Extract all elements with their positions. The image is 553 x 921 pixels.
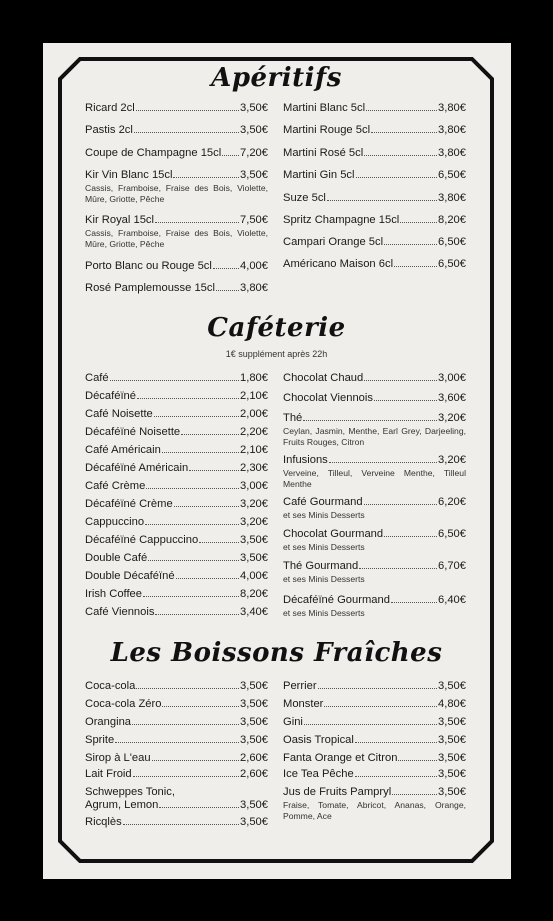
item-name: Thé Gourmand — [283, 560, 359, 572]
item-price: 3,20€ — [438, 412, 466, 424]
menu-item — [283, 752, 466, 765]
item-price: 3,50€ — [240, 799, 268, 811]
item-row — [283, 124, 466, 137]
item-name: Coca-cola Zéro — [85, 698, 162, 710]
item-row — [283, 786, 466, 799]
item-row — [85, 372, 268, 385]
menu-item — [85, 680, 268, 693]
item-price: 3,00€ — [438, 372, 466, 384]
item-price: 6,50€ — [438, 236, 466, 248]
menu-item — [283, 392, 466, 405]
menu-item — [85, 260, 268, 273]
menu-item — [85, 734, 268, 747]
item-name: Double Café — [85, 552, 148, 564]
item-name: Martini Rosé 5cl — [283, 147, 364, 159]
dot-leader — [304, 724, 437, 725]
item-price: 3,50€ — [240, 680, 268, 692]
item-row — [283, 768, 466, 781]
item-name: Décaféïné Noisette — [85, 426, 181, 438]
item-name: Café Noisette — [85, 408, 153, 420]
item-price: 3,80€ — [438, 124, 466, 136]
dot-leader — [359, 568, 437, 569]
dot-leader — [137, 398, 239, 399]
item-name: Suze 5cl — [283, 192, 326, 204]
dot-leader — [123, 824, 239, 825]
menu-item — [85, 570, 268, 583]
item-name: Monster — [283, 698, 324, 710]
item-row — [85, 462, 268, 475]
item-row — [85, 606, 268, 619]
item-name: Martini Rouge 5cl — [283, 124, 371, 136]
item-price: 3,50€ — [240, 552, 268, 564]
menu-item — [85, 716, 268, 729]
section-title-cafeterie: Caféterie — [207, 313, 346, 343]
item-row — [85, 534, 268, 547]
item-name: Décaféïné Américain — [85, 462, 189, 474]
item-row — [85, 752, 268, 765]
item-price: 4,00€ — [240, 570, 268, 582]
item-price: 3,20€ — [438, 454, 466, 466]
dot-leader — [134, 132, 239, 133]
item-price: 3,50€ — [240, 698, 268, 710]
dot-leader — [371, 132, 437, 133]
menu-item — [283, 786, 466, 822]
item-name: Café — [85, 372, 109, 384]
item-name: Coupe de Champagne 15cl — [85, 147, 222, 159]
item-row — [85, 260, 268, 273]
dot-leader — [174, 506, 239, 507]
item-name: Thé — [283, 412, 303, 424]
item-row — [283, 734, 466, 747]
dot-leader — [329, 462, 437, 463]
item-name: Lait Froid — [85, 768, 132, 780]
item-row — [283, 169, 466, 182]
item-description: et ses Minis Desserts — [283, 574, 365, 584]
section-note-cafeterie: 1€ supplément après 22h — [225, 349, 328, 359]
item-name: Campari Orange 5cl — [283, 236, 384, 248]
item-price: 3,50€ — [438, 680, 466, 692]
menu-item — [85, 372, 268, 385]
menu-item — [283, 768, 466, 781]
dot-leader — [213, 268, 239, 269]
item-price: 3,40€ — [240, 606, 268, 618]
menu-item — [85, 390, 268, 403]
item-name: Spritz Champagne 15cl — [283, 214, 400, 226]
item-price: 6,50€ — [438, 169, 466, 181]
menu-item — [85, 102, 268, 115]
item-row — [283, 698, 466, 711]
dot-leader — [324, 706, 437, 707]
item-row — [283, 372, 466, 385]
item-row — [85, 552, 268, 565]
item-row — [283, 147, 466, 160]
menu-item — [85, 124, 268, 137]
menu-item — [85, 516, 268, 529]
item-row — [85, 390, 268, 403]
dot-leader — [152, 760, 239, 761]
item-description: Verveine, Tilleul, Verveine Menthe, Tilleul Menthe — [283, 468, 466, 489]
item-price: 3,50€ — [240, 124, 268, 136]
item-name: Américano Maison 6cl — [283, 258, 394, 270]
item-price: 1,80€ — [240, 372, 268, 384]
item-price: 2,20€ — [240, 426, 268, 438]
item-price: 2,60€ — [240, 768, 268, 780]
dot-leader — [143, 596, 239, 597]
item-price: 3,50€ — [240, 534, 268, 546]
item-name: Kir Royal 15cl — [85, 214, 155, 226]
item-price: 3,80€ — [240, 282, 268, 294]
item-price: 2,30€ — [240, 462, 268, 474]
item-price: 3,20€ — [240, 516, 268, 528]
menu-item — [283, 102, 466, 115]
menu-item — [283, 192, 466, 205]
item-price: 3,50€ — [438, 768, 466, 780]
item-row — [85, 716, 268, 729]
item-name: Rosé Pamplemousse 15cl — [85, 282, 215, 294]
item-price: 6,40€ — [438, 594, 466, 606]
item-row — [85, 408, 268, 421]
dot-leader — [366, 110, 437, 111]
item-row — [283, 496, 466, 509]
menu-item — [85, 752, 268, 765]
item-price: 3,50€ — [438, 786, 466, 798]
item-price: 3,50€ — [240, 734, 268, 746]
item-description: et ses Minis Desserts — [283, 608, 365, 618]
item-row — [85, 124, 268, 137]
dot-leader — [384, 244, 437, 245]
item-name-line2: Agrum, Lemon — [85, 799, 159, 811]
item-name: Ricqlès — [85, 816, 122, 828]
item-price: 3,50€ — [240, 716, 268, 728]
item-price: 2,60€ — [240, 752, 268, 764]
item-price: 7,50€ — [240, 214, 268, 226]
dot-leader — [303, 420, 437, 421]
dot-leader — [136, 688, 239, 689]
menu-item — [283, 594, 466, 619]
dot-leader — [173, 177, 239, 178]
item-price: 3,80€ — [438, 192, 466, 204]
menu-item — [283, 454, 466, 490]
menu-item — [85, 444, 268, 457]
menu-item — [283, 214, 466, 227]
item-name: Sprite — [85, 734, 115, 746]
item-name: Pastis 2cl — [85, 124, 133, 136]
dot-leader — [132, 724, 239, 725]
item-name: Chocolat Chaud — [283, 372, 364, 384]
dot-leader — [159, 807, 239, 808]
item-name: Orangina — [85, 716, 132, 728]
menu-item — [85, 480, 268, 493]
dot-leader — [155, 614, 239, 615]
item-price: 4,80€ — [438, 698, 466, 710]
item-name: Ricard 2cl — [85, 102, 135, 114]
menu-item — [85, 534, 268, 547]
dot-leader — [394, 266, 437, 267]
item-name: Martini Gin 5cl — [283, 169, 355, 181]
item-price: 2,10€ — [240, 390, 268, 402]
item-name: Oasis Tropical — [283, 734, 354, 746]
dot-leader — [155, 222, 239, 223]
item-row — [283, 594, 466, 607]
menu-item — [85, 214, 268, 250]
section-title-aperitifs: Apéritifs — [211, 63, 342, 93]
dot-leader — [154, 416, 239, 417]
menu-item — [283, 147, 466, 160]
item-name: Jus de Fruits Pampryl — [283, 786, 392, 798]
item-row — [85, 516, 268, 529]
item-row — [283, 560, 466, 573]
item-name: Infusions — [283, 454, 328, 466]
item-row — [85, 698, 268, 711]
item-row — [283, 192, 466, 205]
item-row — [283, 236, 466, 249]
menu-item — [283, 372, 466, 385]
menu-item — [283, 560, 466, 585]
item-price: 3,60€ — [438, 392, 466, 404]
item-name: Café Viennois — [85, 606, 155, 618]
menu-item — [283, 258, 466, 271]
dot-leader — [162, 452, 239, 453]
dot-leader — [400, 222, 437, 223]
item-price: 8,20€ — [438, 214, 466, 226]
dot-leader — [364, 380, 437, 381]
item-row — [283, 214, 466, 227]
item-name: Martini Blanc 5cl — [283, 102, 366, 114]
dot-leader — [398, 760, 437, 761]
item-price: 7,20€ — [240, 147, 268, 159]
item-row — [85, 734, 268, 747]
dot-leader — [327, 200, 437, 201]
item-name: Cappuccino — [85, 516, 145, 528]
item-row — [283, 454, 466, 467]
item-price: 3,50€ — [438, 752, 466, 764]
item-name: Décaféïné Gourmand — [283, 594, 390, 606]
item-name: Chocolat Viennois — [283, 392, 373, 404]
dot-leader — [356, 177, 438, 178]
menu-item — [283, 412, 466, 448]
dot-leader — [216, 290, 239, 291]
menu-item — [85, 588, 268, 601]
item-price: 6,50€ — [438, 528, 466, 540]
menu-item — [283, 734, 466, 747]
dot-leader — [133, 776, 239, 777]
item-price: 3,50€ — [438, 716, 466, 728]
section-title-boissons: Les Boissons Fraîches — [110, 638, 443, 668]
dot-leader — [384, 536, 437, 537]
item-name: Double Décaféïné — [85, 570, 175, 582]
menu-item — [85, 426, 268, 439]
item-row — [85, 214, 268, 227]
item-name: Fanta Orange et Citron — [283, 752, 398, 764]
item-price: 2,00€ — [240, 408, 268, 420]
menu-item — [283, 716, 466, 729]
dot-leader — [145, 524, 239, 525]
dot-leader — [392, 794, 437, 795]
item-name: Chocolat Gourmand — [283, 528, 384, 540]
dot-leader — [355, 742, 437, 743]
item-row — [283, 258, 466, 271]
menu-item — [85, 169, 268, 205]
item-name: Perrier — [283, 680, 317, 692]
dot-leader — [364, 155, 437, 156]
item-row — [85, 444, 268, 457]
dot-leader — [199, 542, 239, 543]
item-row — [85, 768, 268, 781]
item-description: Cassis, Framboise, Fraise des Bois, Violette, Mûre, Griotte, Pêche — [85, 183, 268, 204]
item-row — [85, 480, 268, 493]
item-description: Fraise, Tomate, Abricot, Ananas, Orange, Pomme, Ace — [283, 800, 466, 821]
dot-leader — [355, 776, 437, 777]
item-price: 3,50€ — [438, 734, 466, 746]
item-row — [283, 680, 466, 693]
item-name: Schweppes Tonic, — [85, 786, 175, 798]
menu-item — [85, 816, 268, 829]
item-row — [283, 392, 466, 405]
dot-leader — [189, 470, 239, 471]
menu-item — [85, 147, 268, 160]
item-row — [85, 570, 268, 583]
menu-item — [283, 528, 466, 553]
menu-item — [85, 768, 268, 781]
item-price: 4,00€ — [240, 260, 268, 272]
item-row — [85, 816, 268, 829]
menu-item — [283, 698, 466, 711]
item-description: Ceylan, Jasmin, Menthe, Earl Grey, Darjeeling, Fruits Rouges, Citron — [283, 426, 466, 447]
menu-item — [85, 552, 268, 565]
item-name: Porto Blanc ou Rouge 5cl — [85, 260, 212, 272]
item-price: 3,50€ — [240, 102, 268, 114]
item-row — [85, 498, 268, 511]
item-row — [283, 752, 466, 765]
menu-item — [85, 606, 268, 619]
item-price: 3,50€ — [240, 169, 268, 181]
item-price: 6,70€ — [438, 560, 466, 572]
dot-leader — [374, 400, 437, 401]
dot-leader — [222, 155, 239, 156]
item-name: Irish Coffee — [85, 588, 143, 600]
dot-leader — [364, 504, 437, 505]
item-name: Décaféïné — [85, 390, 136, 402]
item-row — [85, 588, 268, 601]
menu-item — [85, 282, 268, 295]
menu-item — [283, 236, 466, 249]
dot-leader — [318, 688, 437, 689]
item-name: Décaféïné Crème — [85, 498, 173, 510]
item-price: 8,20€ — [240, 588, 268, 600]
menu-item — [85, 462, 268, 475]
item-price: 6,50€ — [438, 258, 466, 270]
item-row — [85, 102, 268, 115]
item-description: Cassis, Framboise, Fraise des Bois, Violette, Mûre, Griotte, Pêche — [85, 228, 268, 249]
menu-item — [283, 680, 466, 693]
item-price: 3,80€ — [438, 147, 466, 159]
item-row — [85, 680, 268, 693]
menu-item — [283, 169, 466, 182]
item-description: et ses Minis Desserts — [283, 510, 365, 520]
menu-item — [85, 698, 268, 711]
item-name: Décaféïné Cappuccino — [85, 534, 199, 546]
menu-item — [85, 408, 268, 421]
item-row — [283, 716, 466, 729]
dot-leader — [115, 742, 239, 743]
item-description: et ses Minis Desserts — [283, 542, 365, 552]
dot-leader — [136, 110, 239, 111]
menu-item — [283, 124, 466, 137]
item-row — [85, 799, 268, 812]
dot-leader — [146, 488, 239, 489]
item-price: 3,20€ — [240, 498, 268, 510]
dot-leader — [176, 578, 239, 579]
item-price: 6,20€ — [438, 496, 466, 508]
item-row — [85, 147, 268, 160]
dot-leader — [391, 602, 437, 603]
item-price: 3,00€ — [240, 480, 268, 492]
menu-item — [85, 498, 268, 511]
item-row — [85, 282, 268, 295]
item-row — [85, 426, 268, 439]
item-price: 3,50€ — [240, 816, 268, 828]
dot-leader — [162, 706, 239, 707]
item-name: Café Crème — [85, 480, 146, 492]
item-row — [283, 528, 466, 541]
item-price: 2,10€ — [240, 444, 268, 456]
item-name: Kir Vin Blanc 15cl — [85, 169, 173, 181]
item-name: Ice Tea Pêche — [283, 768, 354, 780]
item-row — [283, 412, 466, 425]
dot-leader — [181, 434, 239, 435]
item-row — [85, 169, 268, 182]
menu-item — [283, 496, 466, 521]
item-name: Sirop à L'eau — [85, 752, 151, 764]
item-name: Gini — [283, 716, 303, 728]
item-name: Café Gourmand — [283, 496, 363, 508]
item-price: 3,80€ — [438, 102, 466, 114]
item-name: Coca-cola — [85, 680, 136, 692]
dot-leader — [110, 380, 239, 381]
menu-item — [85, 786, 268, 812]
dot-leader — [148, 560, 239, 561]
item-row — [283, 102, 466, 115]
item-name: Café Américain — [85, 444, 161, 456]
